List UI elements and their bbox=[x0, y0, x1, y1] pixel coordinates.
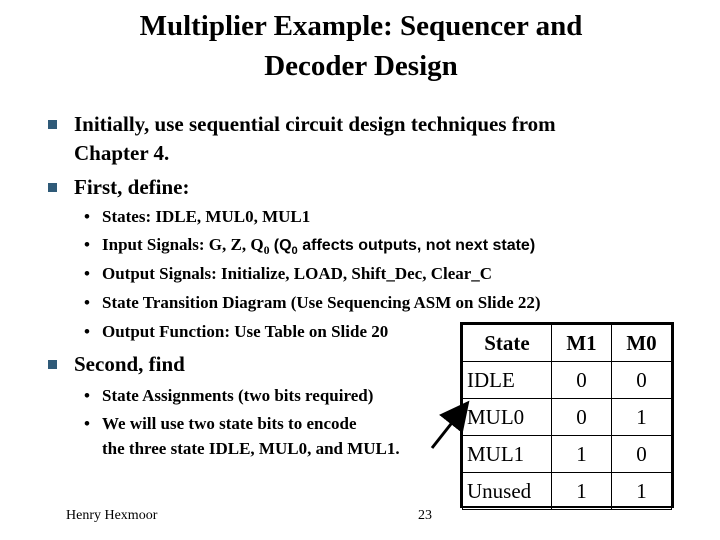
table-header-m0: M0 bbox=[612, 325, 672, 362]
square-bullet-icon bbox=[48, 183, 57, 192]
dot-bullet-icon: • bbox=[84, 386, 90, 405]
dot-bullet-icon: • bbox=[84, 414, 90, 433]
table-row bbox=[463, 362, 672, 399]
state-assignment-table bbox=[460, 322, 674, 508]
define-item-diagram-text: State Transition Diagram (Use Sequencing ASM on Slide 22) bbox=[102, 293, 541, 312]
dot-bullet-icon: • bbox=[84, 235, 90, 254]
bullet-define bbox=[48, 173, 668, 202]
title-line-2: Decoder Design bbox=[264, 50, 458, 82]
bullet-initially bbox=[48, 110, 668, 168]
define-item-outputs-text: Output Signals: Initialize, LOAD, Shift_Dec, Clear_C bbox=[102, 264, 493, 283]
find-item-assignments-text: State Assignments (two bits required) bbox=[102, 386, 374, 405]
table-cell: 1 bbox=[552, 473, 612, 510]
table-cell: Unused bbox=[463, 473, 552, 510]
dot-bullet-icon: • bbox=[84, 293, 90, 312]
title-line-1: Multiplier Example: Sequencer and bbox=[139, 10, 583, 42]
bullet-define-text: First, define: bbox=[74, 175, 190, 199]
define-item-function-text: Output Function: Use Table on Slide 20 bbox=[102, 322, 389, 341]
bullet-initially-line-1: Initially, use sequential circuit design techniques from bbox=[74, 112, 556, 136]
table-cell: IDLE bbox=[463, 362, 552, 399]
table-cell: 0 bbox=[612, 362, 672, 399]
bullet-find-text: Second, find bbox=[74, 352, 185, 376]
square-bullet-icon bbox=[48, 360, 57, 369]
table-cell: MUL0 bbox=[463, 399, 552, 436]
define-item-states-text: States: IDLE, MUL0, MUL1 bbox=[102, 207, 311, 226]
table-row bbox=[463, 436, 672, 473]
table-row bbox=[463, 399, 672, 436]
footer-author: Henry Hexmoor bbox=[66, 508, 158, 523]
table-header-m1: M1 bbox=[552, 325, 612, 362]
table-cell: 0 bbox=[552, 399, 612, 436]
find-item-encode-line-1: We will use two state bits to encode bbox=[102, 414, 357, 433]
table-header-state: State bbox=[463, 325, 552, 362]
table-cell: MUL1 bbox=[463, 436, 552, 473]
table-cell: 1 bbox=[612, 399, 672, 436]
table-cell: 0 bbox=[612, 436, 672, 473]
footer-page-number: 23 bbox=[418, 508, 432, 523]
table-cell: 1 bbox=[612, 473, 672, 510]
inputs-prefix: Input Signals: G, Z, Q bbox=[102, 235, 264, 254]
slide-title bbox=[0, 6, 720, 86]
square-bullet-icon bbox=[48, 120, 57, 129]
inputs-sub: 0 bbox=[263, 243, 270, 258]
table-header-row bbox=[463, 325, 672, 362]
dot-bullet-icon: • bbox=[84, 264, 90, 283]
inputs-paren-rest: affects outputs, not next state) bbox=[302, 237, 536, 254]
inputs-paren-open: (Q bbox=[273, 237, 292, 254]
table-cell: 0 bbox=[552, 362, 612, 399]
table-cell: 1 bbox=[552, 436, 612, 473]
inputs-paren-sub: 0 bbox=[291, 244, 298, 257]
dot-bullet-icon: • bbox=[84, 322, 90, 341]
dot-bullet-icon: • bbox=[84, 207, 90, 226]
arrow-icon bbox=[410, 380, 480, 460]
find-item-encode-line-2: the three state IDLE, MUL0, and MUL1. bbox=[102, 439, 400, 458]
table-row bbox=[463, 473, 672, 510]
bullet-initially-line-2: Chapter 4. bbox=[74, 141, 170, 165]
bullet-find bbox=[48, 350, 448, 379]
